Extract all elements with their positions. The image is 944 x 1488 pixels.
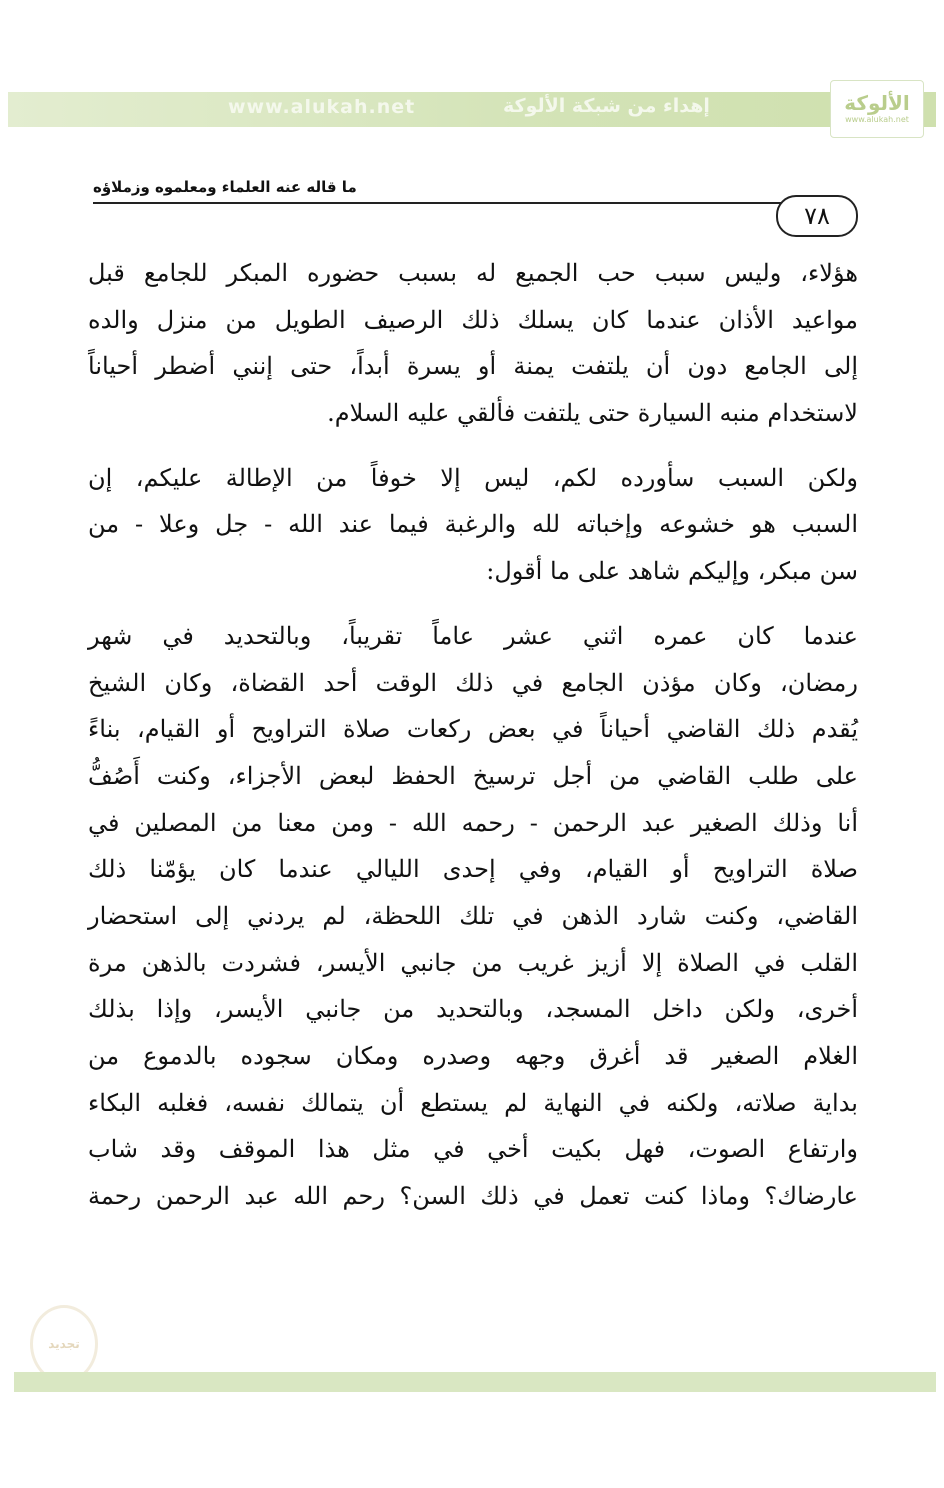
page-number-badge <box>776 195 858 237</box>
paragraph <box>88 455 858 595</box>
paragraph-gap <box>88 595 858 613</box>
logo-subtext: www.alukah.net <box>845 115 909 124</box>
text-line: وارتفاع الصوت، فهل بكيت أخي في مثل هذا الموقف وقد شاب <box>88 1135 858 1164</box>
text-line: أخرى، ولكن داخل المسجد، وبالتحديد من جانبي الأيسر، وإذا بذلك <box>88 995 858 1024</box>
text-line: عارضاك؟ وماذا كنت تعمل في ذلك السن؟ رحم الله عبد الرحمن رحمة <box>88 1182 858 1211</box>
site-banner <box>8 92 936 127</box>
text-line: صلاة التراويح أو القيام، وفي إحدى الليالي عندما كان يؤمّنا ذلك <box>88 855 858 884</box>
text-line: مواعيد الأذان عندما كان يسلك ذلك الرصيف الطويل من منزل والده <box>88 305 858 334</box>
site-url: www.alukah.net <box>228 96 416 118</box>
text-line: على طلب القاضي من أجل ترسيخ الحفظ لبعض الأجزاء، وكنت أَصُفُّ <box>88 761 858 790</box>
text-line: بداية صلاته، ولكنه في النهاية لم يستطع أن يتمالك نفسه، فغلبه البكاء <box>88 1088 858 1117</box>
body-text <box>88 250 858 1220</box>
header-divider <box>93 202 783 204</box>
text-line: ولكن السبب سأورده لكم، ليس إلا خوفاً من الإطالة عليكم، إن <box>88 463 859 492</box>
running-title: ما قاله عنه العلماء ومعلموه وزملاؤه <box>93 178 357 196</box>
text-line: سن مبكر، وإليكم شاهد على ما أقول: <box>486 557 858 586</box>
text-line: القاضي، وكنت شارد الذهن في تلك اللحظة، لم يردني إلى استحضار <box>88 901 858 930</box>
logo-text: الألوكة <box>844 91 910 115</box>
paragraph <box>88 250 858 437</box>
text-line: لاستخدام منبه السيارة حتى يلتفت فألقي عليه السلام. <box>327 399 858 428</box>
paragraph <box>88 613 858 1220</box>
footer-band <box>14 1372 936 1392</box>
text-line: القلب في الصلاة إلا أزيز غريب من جانبي الأيسر، فشردت بالذهن مرة <box>88 948 859 977</box>
banner-gift-text: إهداء من شبكة الألوكة <box>503 95 710 117</box>
text-line: السبب هو خشوعه وإخباته لله والرغبة فيما عند الله - جل وعلا - من <box>88 510 858 539</box>
text-line: إلى الجامع دون أن يلتفت يمنة أو يسرة أبداً، حتى إنني أضطر أحياناً <box>88 352 858 381</box>
page-number: ٧٨ <box>804 202 830 230</box>
text-line: يُقدم ذلك القاضي أحياناً في بعض ركعات صلاة التراويح أو القيام، بناءً <box>88 715 858 744</box>
paragraph-gap <box>88 437 858 455</box>
text-line: عندما كان عمره اثني عشر عاماً تقريباً، وبالتحديد في شهر <box>88 621 858 650</box>
text-line: هؤلاء، وليس سبب حب الجميع له بسبب حضوره المبكر للجامع قبل <box>88 259 858 287</box>
alukah-logo <box>830 80 924 138</box>
watermark-text: تجديد <box>48 1337 80 1351</box>
text-line: أنا وذلك الصغير عبد الرحمن - رحمه الله - ومن معنا من المصلين في <box>88 808 858 837</box>
text-line: الغلام الصغير قد أغرق وجهه وصدره ومكان سجوده بالدموع من <box>88 1042 858 1070</box>
text-line: رمضان، وكان مؤذن الجامع في ذلك الوقت أحد القضاة، وكان الشيخ <box>88 668 858 697</box>
